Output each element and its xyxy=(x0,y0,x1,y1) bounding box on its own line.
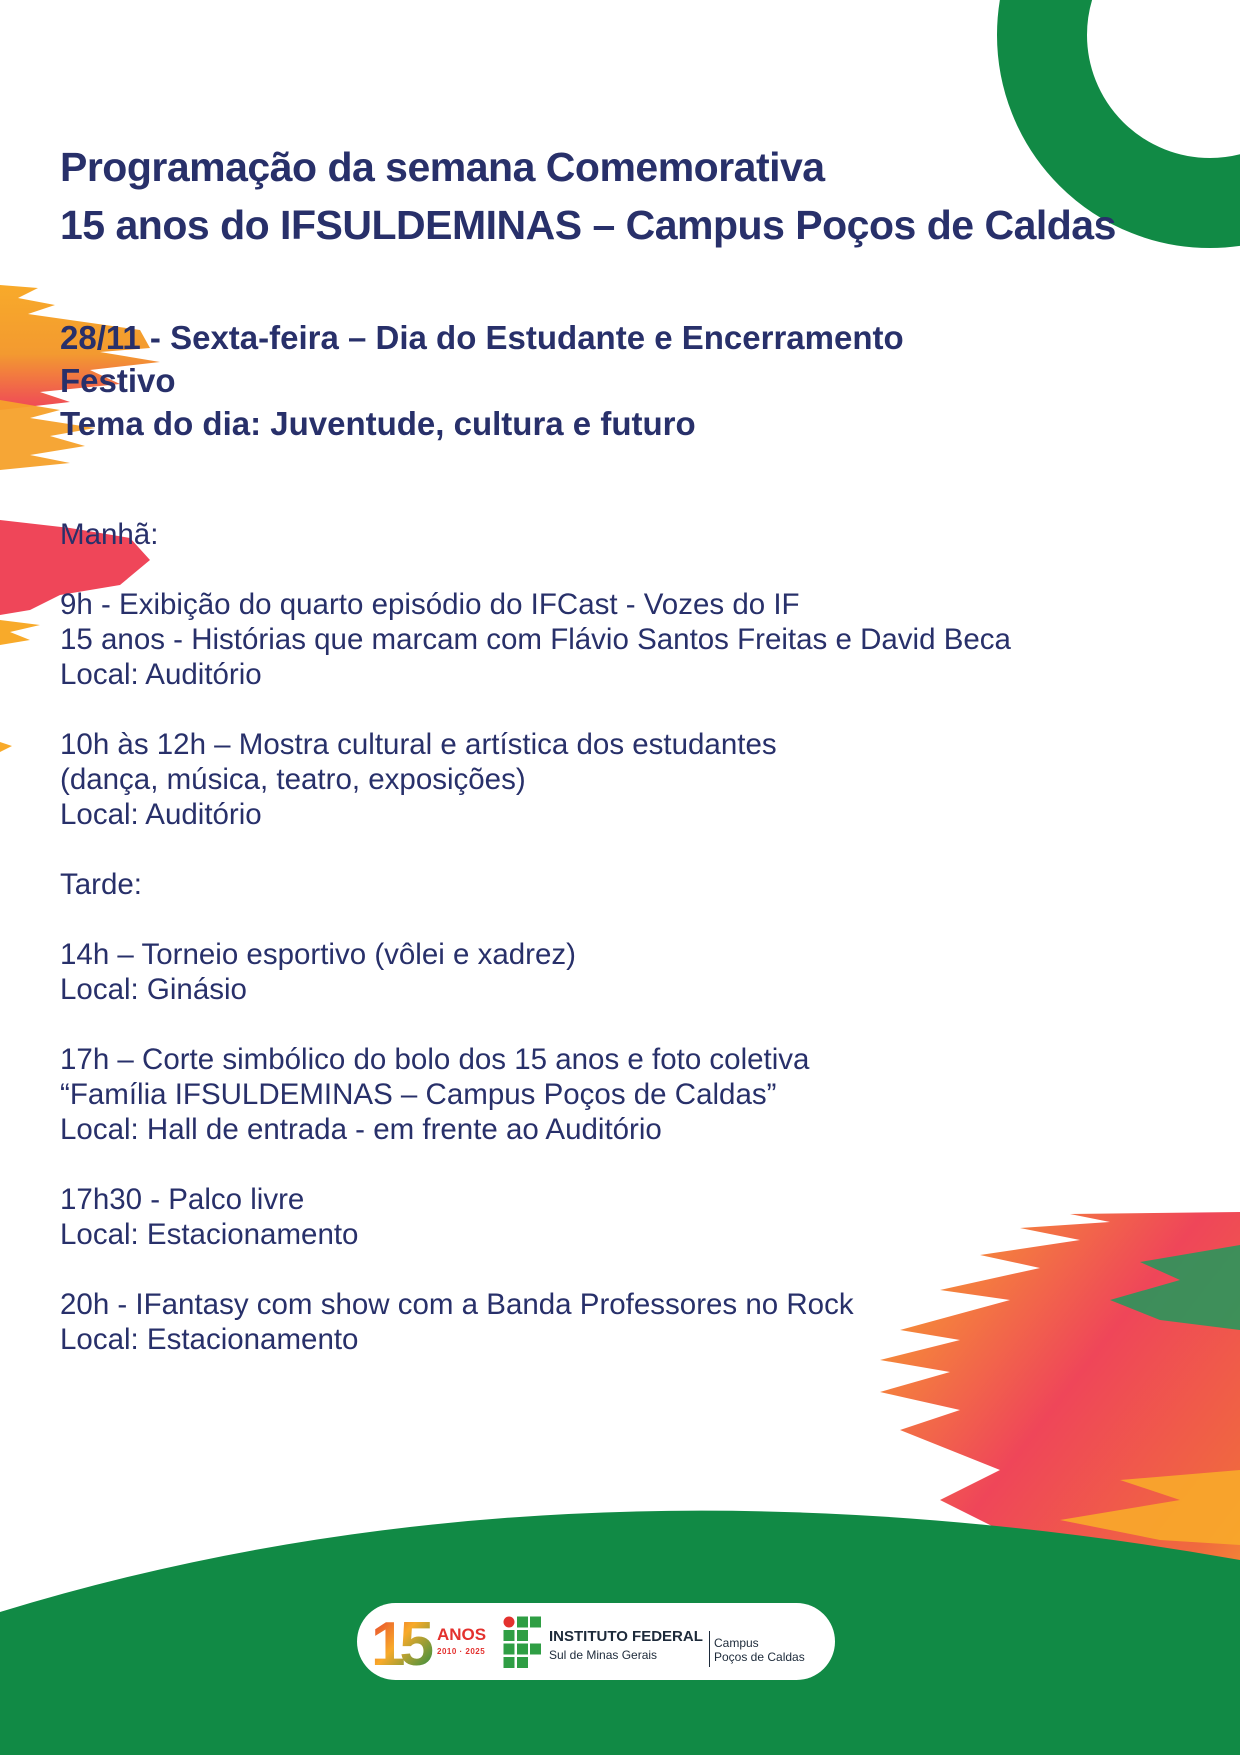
day-heading-line-2: Festivo xyxy=(60,362,176,399)
campus-line-1: Campus xyxy=(714,1636,759,1650)
logo-divider xyxy=(709,1631,710,1667)
day-heading-line-1: 28/11 - Sexta-feira – Dia do Estudante e Encerramento xyxy=(60,319,904,356)
campus-name xyxy=(714,1636,805,1664)
item-location: Local: Estacionamento xyxy=(60,1323,359,1356)
footer-logo-bar xyxy=(357,1603,835,1680)
day-theme: Tema do dia: Juventude, cultura e futuro xyxy=(60,405,696,442)
day-heading xyxy=(60,316,904,445)
years-label: 2010 · 2025 xyxy=(437,1647,486,1656)
item-description: “Família IFSULDEMINAS – Campus Poços de Caldas” xyxy=(60,1078,777,1111)
morning-label: Manhã: xyxy=(60,518,159,551)
item-description: 17h – Corte simbólico do bolo dos 15 anos e foto coletiva xyxy=(60,1043,810,1076)
item-description: 14h – Torneio esportivo (vôlei e xadrez) xyxy=(60,938,576,971)
item-location: Local: Ginásio xyxy=(60,973,247,1006)
page-title xyxy=(60,138,1116,254)
fifteen-number: 15 xyxy=(371,1610,428,1675)
schedule-list xyxy=(60,517,1200,1357)
anos-label: ANOS xyxy=(437,1625,487,1644)
title-line-2: 15 anos do IFSULDEMINAS – Campus Poços de Caldas xyxy=(60,202,1116,248)
item-description: (dança, música, teatro, exposições) xyxy=(60,763,526,796)
title-line-1: Programação da semana Comemorativa xyxy=(60,144,825,190)
item-location: Local: Hall de entrada - em frente ao Auditório xyxy=(60,1113,662,1146)
schedule-item xyxy=(60,587,1200,692)
item-location: Local: Estacionamento xyxy=(60,1218,359,1251)
item-description: 17h30 - Palco livre xyxy=(60,1183,305,1216)
schedule-item xyxy=(60,1182,1200,1252)
item-location: Local: Auditório xyxy=(60,658,262,691)
institute-name: INSTITUTO FEDERAL xyxy=(549,1628,703,1645)
schedule-item xyxy=(60,1042,1200,1147)
item-description: 10h às 12h – Mostra cultural e artística dos estudantes xyxy=(60,728,777,761)
fifteen-years-logo xyxy=(371,1607,437,1675)
item-description: 9h - Exibição do quarto episódio do IFCast - Vozes do IF xyxy=(60,588,800,621)
afternoon-label: Tarde: xyxy=(60,868,142,901)
item-location: Local: Auditório xyxy=(60,798,262,831)
campus-line-2: Poços de Caldas xyxy=(714,1650,805,1664)
item-description: 15 anos - Histórias que marcam com Flávio Santos Freitas e David Beca xyxy=(60,623,1011,656)
if-logo-icon xyxy=(503,1616,543,1672)
schedule-item xyxy=(60,727,1200,832)
item-description: 20h - IFantasy com show com a Banda Professores no Rock xyxy=(60,1288,854,1321)
schedule-item xyxy=(60,1287,1200,1357)
institute-subtitle: Sul de Minas Gerais xyxy=(549,1648,658,1662)
schedule-item xyxy=(60,937,1200,1007)
